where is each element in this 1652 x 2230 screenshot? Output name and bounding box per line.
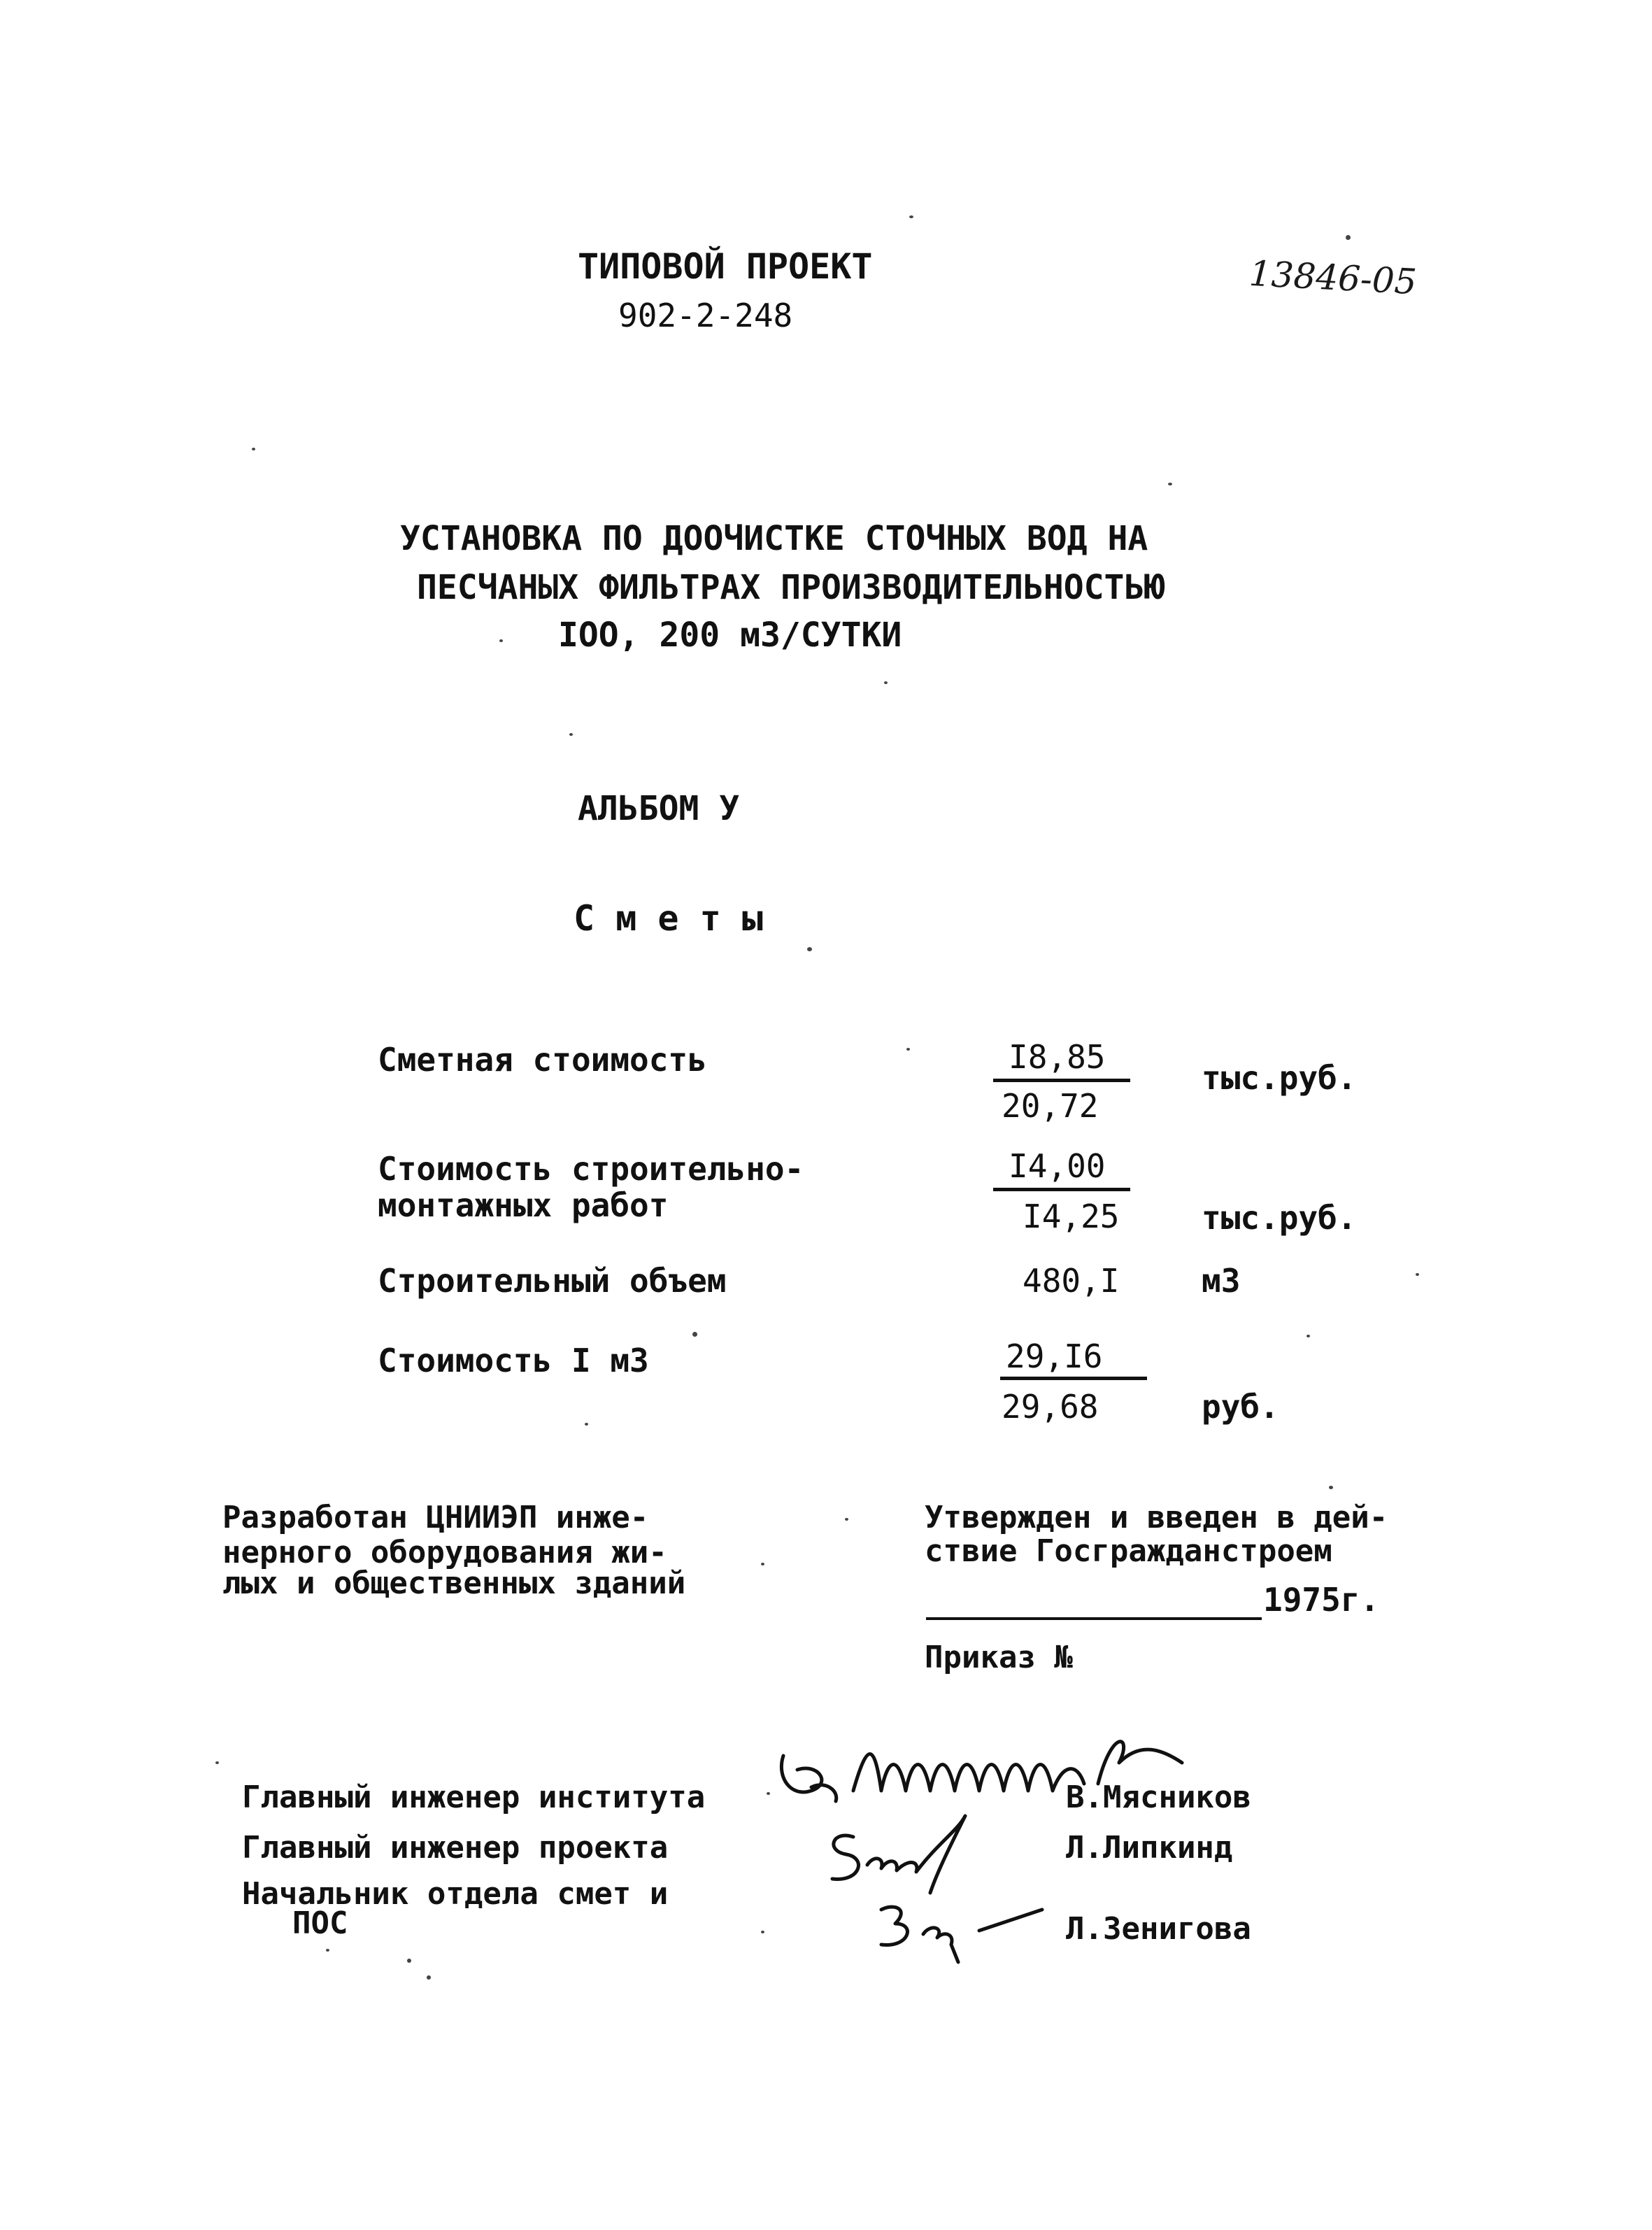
scan-speck	[906, 1048, 910, 1051]
approval-year: 1975г.	[1263, 1581, 1380, 1619]
name-zenigova: Л.Зенигова	[1066, 1911, 1251, 1947]
signature-2-drawing	[818, 1816, 986, 1893]
inventory-number: 13846-05	[1248, 253, 1418, 303]
title-line-2: ПЕСЧАНЫХ ФИЛЬТРАХ ПРОИЗВОДИТЕЛЬНОСТЬЮ	[417, 568, 1165, 607]
approval-date-blank	[926, 1617, 1262, 1620]
construction-cost-denominator: I4,25	[1023, 1198, 1120, 1235]
scan-speck	[845, 1518, 848, 1521]
order-label: Приказ №	[925, 1640, 1073, 1675]
role-chief-engineer-project: Главный инженер проекта	[242, 1830, 669, 1866]
project-type: ТИПОВОЙ ПРОЕКТ	[578, 246, 873, 287]
scan-speck	[252, 448, 255, 450]
developed-by-line-2: нерного оборудования жи-	[222, 1535, 667, 1570]
signature-1-drawing	[769, 1714, 1217, 1819]
estimated-cost-denominator: 20,72	[1002, 1087, 1099, 1125]
scan-speck	[692, 1332, 697, 1337]
role-head-estimates-1: Начальник отдела смет и	[242, 1876, 669, 1912]
title-line-3: IOO, 200 м3/СУТКИ	[558, 616, 902, 655]
album-label: АЛЬБОМ У	[578, 789, 740, 828]
scan-speck	[761, 1563, 764, 1565]
estimated-cost-fraction-line	[993, 1079, 1130, 1082]
name-lipkind: Л.Липкинд	[1066, 1830, 1233, 1866]
scan-speck	[499, 639, 503, 642]
approved-line-2: ствие Госгражданстроем	[925, 1533, 1332, 1569]
construction-cost-label-1: Стоимость строительно-	[378, 1150, 804, 1188]
project-number: 902-2-248	[618, 297, 793, 334]
role-chief-engineer-institute: Главный инженер института	[242, 1780, 706, 1815]
scan-speck	[585, 1423, 588, 1426]
scan-speck	[884, 681, 888, 684]
unit-cost-fraction-line	[1000, 1377, 1147, 1380]
name-myasnikov: В.Мясников	[1066, 1780, 1251, 1815]
scan-speck	[215, 1761, 219, 1764]
developed-by-line-1: Разработан ЦНИИЭП инже-	[222, 1500, 649, 1535]
construction-cost-fraction-line	[993, 1188, 1130, 1191]
estimated-cost-label: Сметная стоимость	[378, 1041, 707, 1079]
scan-speck	[761, 1931, 764, 1933]
scan-speck	[767, 1792, 770, 1795]
album-subtitle: С м е т ы	[574, 898, 763, 939]
scan-speck	[1416, 1273, 1419, 1276]
unit-cost-unit: руб.	[1202, 1388, 1279, 1426]
signature-3-drawing	[867, 1896, 1049, 1973]
unit-cost-label: Стоимость I м3	[378, 1342, 649, 1379]
approved-line-1: Утвержден и введен в дей-	[925, 1500, 1388, 1535]
scan-speck	[326, 1949, 329, 1952]
scan-speck	[427, 1975, 431, 1980]
building-volume-label: Строительный объем	[378, 1262, 727, 1300]
building-volume-unit: м3	[1202, 1262, 1241, 1300]
scan-speck	[569, 733, 573, 736]
developed-by-line-3: лых и общественных зданий	[222, 1565, 686, 1601]
unit-cost-numerator: 29,I6	[1006, 1337, 1103, 1375]
scan-speck	[1306, 1335, 1310, 1337]
title-line-1: УСТАНОВКА ПО ДООЧИСТКЕ СТОЧНЫХ ВОД НА	[400, 519, 1148, 558]
unit-cost-denominator: 29,68	[1002, 1388, 1099, 1426]
scan-speck	[407, 1959, 411, 1963]
estimated-cost-unit: тыс.руб.	[1202, 1059, 1357, 1097]
scan-speck	[807, 947, 812, 951]
role-head-estimates-2: ПОС	[292, 1905, 348, 1941]
construction-cost-label-2: монтажных работ	[378, 1186, 669, 1224]
building-volume-value: 480,I	[1023, 1262, 1120, 1300]
scan-speck	[1329, 1486, 1333, 1489]
scan-speck	[1346, 235, 1351, 240]
construction-cost-unit: тыс.руб.	[1202, 1199, 1357, 1237]
scan-speck	[1168, 483, 1172, 485]
estimated-cost-numerator: I8,85	[1009, 1038, 1106, 1076]
scan-speck	[909, 215, 913, 218]
construction-cost-numerator: I4,00	[1009, 1147, 1106, 1185]
